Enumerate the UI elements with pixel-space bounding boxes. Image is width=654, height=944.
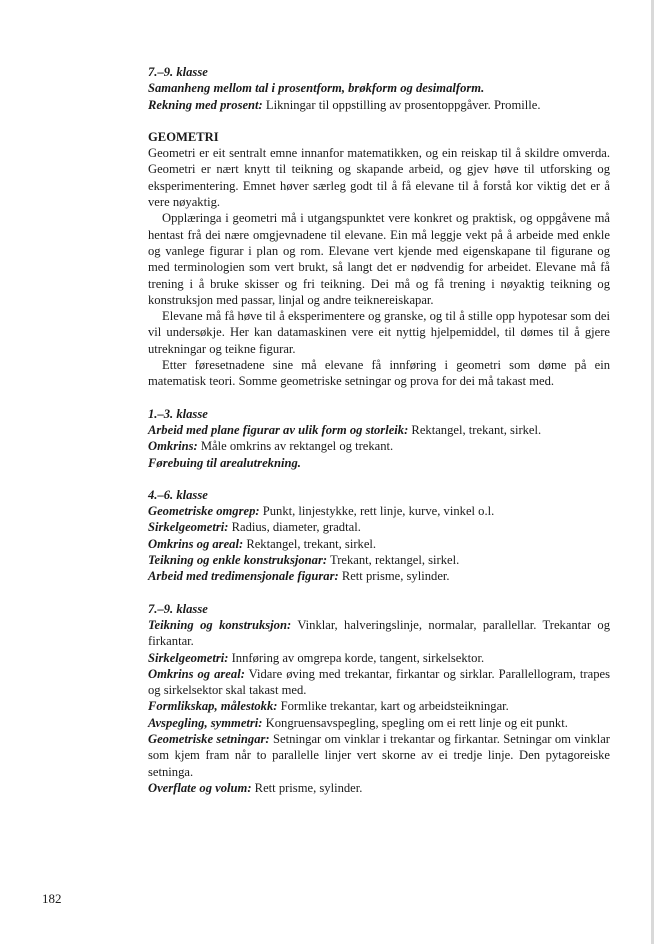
item-text: Innføring av omgrepa korde, tangent, sirkelsektor. xyxy=(228,650,485,665)
geometry-paragraph: Opplæringa i geometri må i utgangspunktet vere konkret og praktisk, og oppgåvene må hentast frå dei nære omgjevnadene til elevane. Ein må leggje vekt på å arbeide med enkle og vanlege figurar i plan og rom. Elevane vert kjende med eigenskapane til figurane og med terminologien som vert brukt, så langt det er nødvendig for arbeidet. Elevane må få trening i å bruke skisser og fri teikning. Dei må og få trening i nøyaktig teikning og konstruksjon med passar, linjal og andre teiknereiskapar. xyxy=(148,211,610,307)
grade-4-6-item xyxy=(148,568,610,584)
item-label: Omkrins: xyxy=(148,439,198,454)
item-label: Avspegling, symmetri: xyxy=(148,715,263,730)
item-label: Omkrins og areal: xyxy=(148,666,245,681)
item-text: Punkt, linjestykke, rett linje, kurve, vinkel o.l. xyxy=(259,504,495,519)
item-label: Teikning og enkle konstruksjonar: xyxy=(148,553,328,568)
item-text: Trekant, rektangel, sirkel. xyxy=(327,553,460,568)
item-label: Geometriske omgrep: xyxy=(148,504,260,519)
page-number: 182 xyxy=(42,891,62,906)
grade-7-9-item xyxy=(148,617,610,650)
item-text: Rektangel, trekant, sirkel. xyxy=(243,536,377,551)
item-label: Overflate og volum: xyxy=(148,780,252,795)
page-content xyxy=(148,64,610,796)
item-label: Teikning og konstruksjon: xyxy=(148,617,292,632)
item-text: Rektangel, trekant, sirkel. xyxy=(408,422,542,437)
intro-line-1: Samanheng mellom tal i prosentform, brøkform og desimalform. xyxy=(148,81,485,96)
grade-4-6-item xyxy=(148,552,610,568)
grade-4-6-item xyxy=(148,536,610,552)
grade-4-6-title: 4.–6. klasse xyxy=(148,487,208,502)
item-label: Sirkelgeometri: xyxy=(148,650,229,665)
intro-line-2-label: Rekning med prosent: xyxy=(148,97,263,112)
item-label: Formlikskap, målestokk: xyxy=(148,699,278,714)
item-text: Måle omkrins av rektangel og trekant. xyxy=(197,439,394,454)
item-label: Arbeid med tredimensjonale figurar: xyxy=(148,569,339,584)
grade-7-9-item xyxy=(148,780,610,796)
grade-7-9-item xyxy=(148,731,610,780)
intro-line-2-text: Likningar til oppstilling av prosentoppgåver. Promille. xyxy=(262,97,541,112)
item-text: Rett prisme, sylinder. xyxy=(338,569,450,584)
item-label: Sirkelgeometri: xyxy=(148,520,229,535)
item-text: Vinklar, halveringslinje, normalar, parallellar. Trekantar og firkantar. xyxy=(148,617,610,649)
grade-4-6-item xyxy=(148,519,610,535)
item-text: Rett prisme, sylinder. xyxy=(251,780,363,795)
intro-grade-title: 7.–9. klasse xyxy=(148,65,208,79)
item-label: Førebuing til arealutrekning. xyxy=(148,455,301,470)
geometry-paragraph: Etter føresetnadene sine må elevane få innføring i geometri som døme på ein matematisk teori. Somme geometriske setningar og prova for dei må takast med. xyxy=(148,358,610,389)
grade-4-6-item xyxy=(148,503,610,519)
item-text: Kongruensavspegling, spegling om ei rett linje og eit punkt. xyxy=(262,715,568,730)
item-label: Arbeid med plane figurar av ulik form og storleik: xyxy=(148,422,409,437)
grade-1-3-item xyxy=(148,455,610,471)
item-text: Formlike trekantar, kart og arbeidsteikningar. xyxy=(277,699,509,714)
geometry-paragraph: Elevane må få høve til å eksperimentere og granske, og til å stille opp hypotesar som dei vil undersøkje. Her kan datamaskinen vere eit nyttig hjelpemiddel, til dømes til å gjere utrekningar og teikne figurar. xyxy=(148,309,610,356)
item-text: Vidare øving med trekantar, firkantar og sirklar. Parallellogram, trapes og sirkelsektor skal takast med. xyxy=(148,666,610,698)
item-text: Setningar om vinklar i trekantar og firkantar. Setningar om vinklar som kjem fram når to parallelle linjer vert skorne av ei tredje linje. Den pytagoreiske setninga. xyxy=(148,731,610,779)
grade-1-3-title: 1.–3. klasse xyxy=(148,406,208,421)
grade-7-9-item xyxy=(148,715,610,731)
item-label: Geometriske setningar: xyxy=(148,731,270,746)
grade-7-9-item xyxy=(148,666,610,699)
section-heading-geometri: GEOMETRI xyxy=(148,129,219,144)
grade-1-3-item xyxy=(148,438,610,454)
geometry-paragraph: Geometri er eit sentralt emne innanfor matematikken, og ein reiskap til å skildre omverda. Geometri er nært knytt til teikning og skapande arbeid, og gjev høve til utforsking og eksperimentering. Emnet høver særleg godt til å få elevane til å forstå kor viktig det er å vere nøyaktig. xyxy=(148,146,610,210)
grade-7-9-item xyxy=(148,698,610,714)
grade-1-3-item xyxy=(148,422,610,438)
item-label: Omkrins og areal: xyxy=(148,536,244,551)
intro-line-2 xyxy=(148,97,610,113)
item-text: Radius, diameter, gradtal. xyxy=(228,520,361,535)
grade-7-9-item xyxy=(148,650,610,666)
grade-7-9-title: 7.–9. klasse xyxy=(148,601,208,616)
